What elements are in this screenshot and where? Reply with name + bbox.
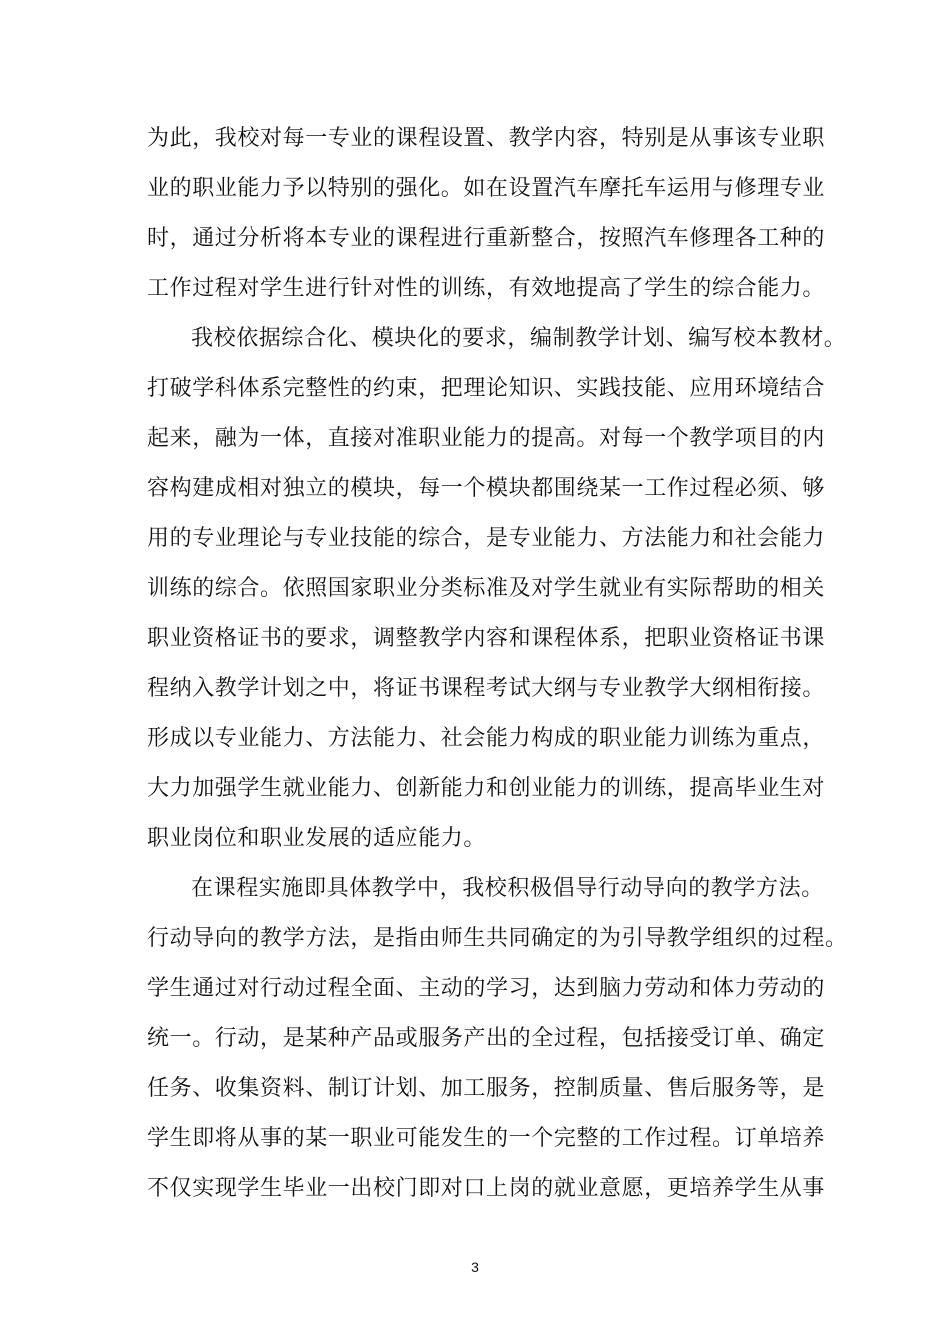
text-line: 时，通过分析将本专业的课程进行重新整合，按照汽车修理各工种的 [147,226,826,251]
text-line: 学生即将从事的某一职业可能发生的一个完整的工作过程。订单培养 [147,1126,826,1151]
text-line: 为此，我校对每一专业的课程设置、教学内容，特别是从事该专业职 [147,126,826,151]
paragraph-first-line: 我校依据综合化、模块化的要求，编制教学计划、编写校本教材。 [191,326,847,351]
text-line: 工作过程对学生进行针对性的训练，有效地提高了学生的综合能力。 [147,276,826,301]
text-line: 职业岗位和职业发展的适应能力。 [147,826,487,851]
text-line: 任务、收集资料、制订计划、加工服务，控制质量、售后服务等，是 [147,1076,826,1101]
text-line: 不仅实现学生毕业一出校门即对口上岗的就业意愿，更培养学生从事 [147,1176,826,1201]
text-line: 程纳入教学计划之中，将证书课程考试大纲与专业教学大纲相衔接。 [147,676,826,701]
text-line: 职业资格证书的要求，调整教学内容和课程体系，把职业资格证书课 [147,626,826,651]
text-line: 训练的综合。依照国家职业分类标准及对学生就业有实际帮助的相关 [147,576,826,601]
text-line: 学生通过对行动过程全面、主动的学习，达到脑力劳动和体力劳动的 [147,976,826,1001]
text-line: 起来，融为一体，直接对准职业能力的提高。对每一个教学项目的内 [147,426,826,451]
page-number: 3 [471,1259,479,1275]
text-line: 形成以专业能力、方法能力、社会能力构成的职业能力训练为重点， [147,726,826,751]
text-line: 统一。行动，是某种产品或服务产出的全过程，包括接受订单、确定 [147,1026,826,1051]
text-line: 用的专业理论与专业技能的综合，是专业能力、方法能力和社会能力 [147,526,826,551]
text-line: 打破学科体系完整性的约束，把理论知识、实践技能、应用环境结合 [147,376,826,401]
paragraph-first-line: 在课程实施即具体教学中，我校积极倡导行动导向的教学方法。 [191,876,824,901]
text-line: 业的职业能力予以特别的强化。如在设置汽车摩托车运用与修理专业 [147,176,826,201]
text-line: 容构建成相对独立的模块，每一个模块都围绕某一工作过程必须、够 [147,476,826,501]
text-line: 大力加强学生就业能力、创新能力和创业能力的训练，提高毕业生对 [147,776,826,801]
text-line: 行动导向的教学方法，是指由师生共同确定的为引导教学组织的过程。 [147,926,848,951]
